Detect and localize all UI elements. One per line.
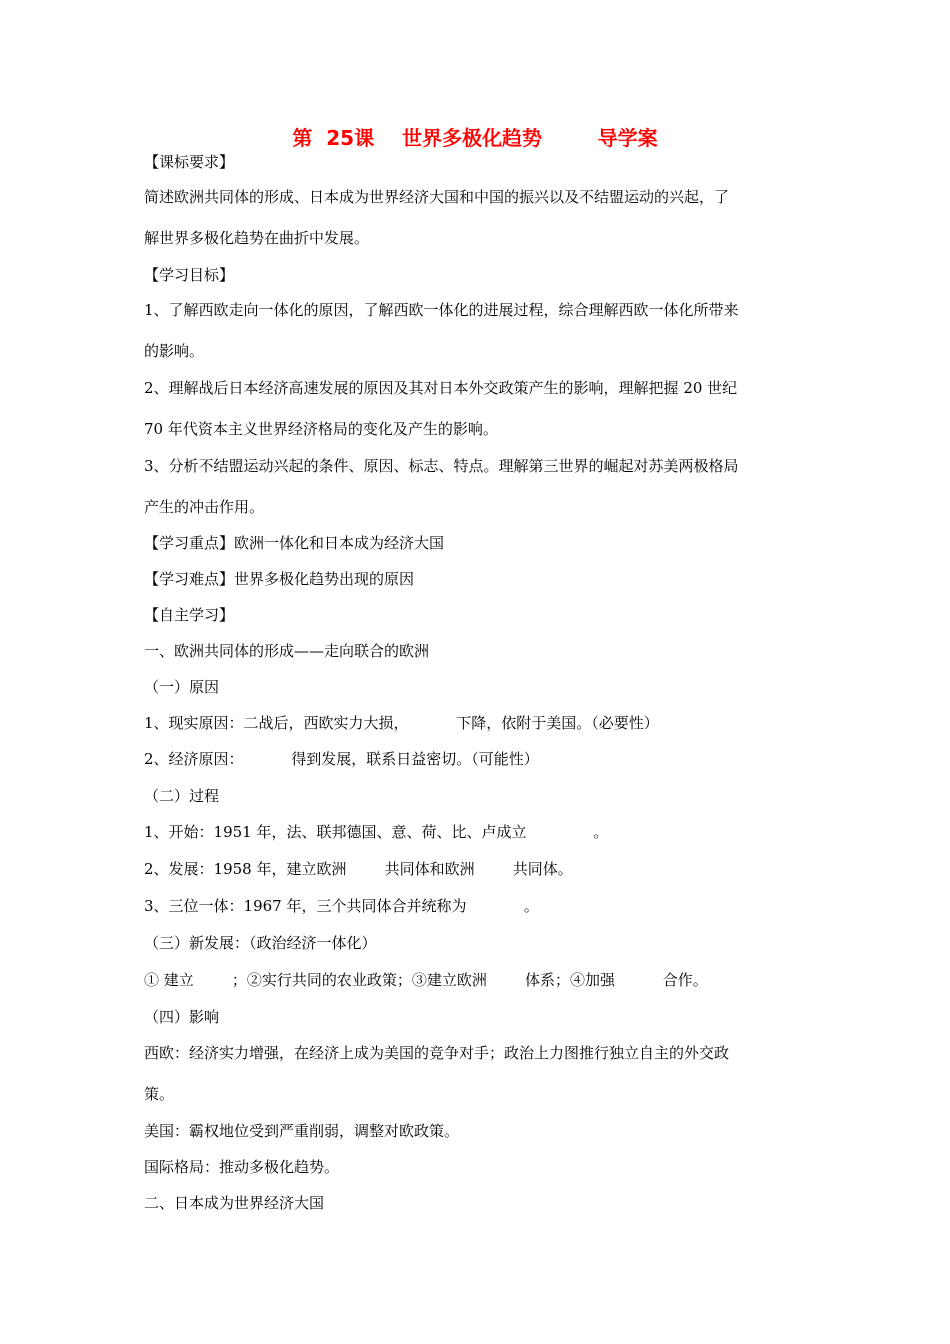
fill-in-line: 2、经济原因： 得到发展，联系日益密切。（可能性） xyxy=(144,750,539,768)
fill-in-line: ① 建立 ；②实行共同的农业政策；③建立欧洲 体系；④加强 合作。 xyxy=(144,971,708,989)
paragraph-line: 的影响。 xyxy=(144,342,205,360)
section-heading: 【自主学习】 xyxy=(144,606,235,624)
subsection-heading: （二）过程 xyxy=(144,787,220,805)
fill-in-line: 3、三位一体：1967 年，三个共同体合并统称为 。 xyxy=(144,897,539,915)
paragraph-line: 1、了解西欧走向一体化的原因，了解西欧一体化的进展过程，综合理解西欧一体化所带来 xyxy=(144,301,739,319)
paragraph-line: 3、分析不结盟运动兴起的条件、原因、标志、特点。理解第三世界的崛起对苏美两极格局 xyxy=(144,457,739,475)
paragraph-line: 2、理解战后日本经济高速发展的原因及其对日本外交政策产生的影响，理解把握 20 世纪 xyxy=(144,379,738,397)
fill-in-line: 1、开始：1951 年，法、联邦德国、意、荷、比、卢成立 。 xyxy=(144,823,609,841)
section-heading: 【学习重点】欧洲一体化和日本成为经济大国 xyxy=(144,534,445,552)
fill-in-line: 1、现实原因：二战后，西欧实力大损， 下降，依附于美国。（必要性） xyxy=(144,714,659,732)
section-heading: 【课标要求】 xyxy=(144,153,235,171)
paragraph-line: 美国：霸权地位受到严重削弱，调整对欧政策。 xyxy=(144,1122,460,1140)
paragraph-line: 解世界多极化趋势在曲折中发展。 xyxy=(144,229,370,247)
paragraph-line: 70 年代资本主义世界经济格局的变化及产生的影响。 xyxy=(144,420,498,438)
paragraph-line: 策。 xyxy=(144,1085,175,1103)
fill-in-line: 2、发展：1958 年，建立欧洲 共同体和欧洲 共同体。 xyxy=(144,860,573,878)
section-heading: 【学习难点】世界多极化趋势出现的原因 xyxy=(144,570,415,588)
subsection-heading: 一、欧洲共同体的形成——走向联合的欧洲 xyxy=(144,642,430,660)
page-title: 第 25课 世界多极化趋势 导学案 xyxy=(292,126,658,150)
section-heading: 二、日本成为世界经济大国 xyxy=(144,1194,325,1212)
paragraph-line: 产生的冲击作用。 xyxy=(144,498,265,516)
section-heading: 【学习目标】 xyxy=(144,266,235,284)
subsection-heading: （一）原因 xyxy=(144,678,220,696)
subsection-heading: （四）影响 xyxy=(144,1008,220,1026)
subsection-heading: （三）新发展：（政治经济一体化） xyxy=(144,934,377,952)
paragraph-line: 国际格局：推动多极化趋势。 xyxy=(144,1158,340,1176)
paragraph-line: 简述欧洲共同体的形成、日本成为世界经济大国和中国的振兴以及不结盟运动的兴起，了 xyxy=(144,188,730,206)
paragraph-line: 西欧：经济实力增强，在经济上成为美国的竞争对手；政治上力图推行独立自主的外交政 xyxy=(144,1044,730,1062)
